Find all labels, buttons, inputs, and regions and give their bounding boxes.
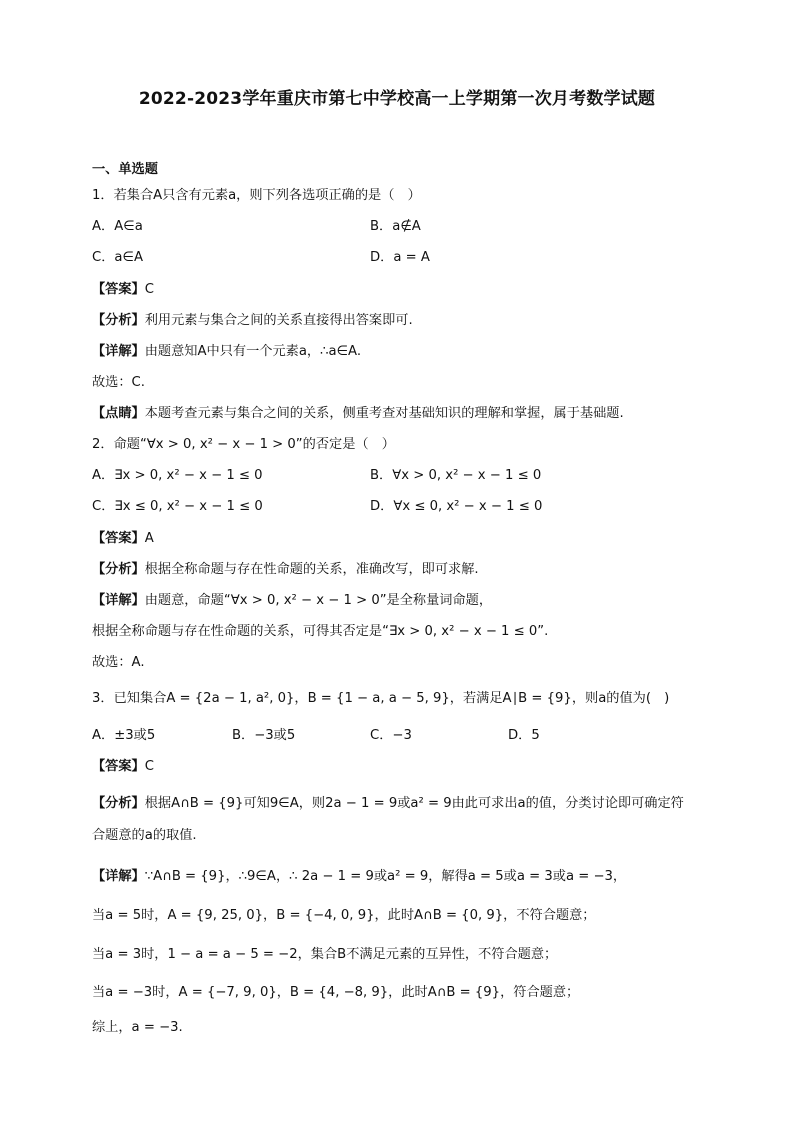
comment-tag: 【点睛】 (92, 406, 145, 421)
q3-option-a: A．±3或5 (92, 728, 156, 743)
detail-tag: 【详解】 (92, 344, 145, 359)
answer-tag: 【答案】 (92, 759, 145, 774)
answer-tag: 【答案】 (92, 531, 145, 546)
section-heading: 一、单选题 (92, 162, 158, 177)
q1-analysis (92, 311, 413, 331)
q2-option-a: A．∃x > 0, x² − x − 1 ≤ 0 (92, 468, 263, 483)
q2-stem: 2．命题“∀x > 0, x² − x − 1 > 0”的否定是（ ） (92, 437, 395, 452)
q3-analysis (92, 794, 684, 814)
q3-conclusion: 综上，a = −3. (92, 1020, 183, 1035)
q3-detail (92, 867, 626, 887)
q3-option-d: D．5 (508, 728, 540, 743)
analysis-text: 根据A∩B = {9}可知9∈A，则2a − 1 = 9或a² = 9由此可求出a的值，分类讨论即可确定符 (144, 796, 684, 811)
answer-value: A (144, 531, 154, 546)
q1-stem: 1．若集合A只含有元素a，则下列各选项正确的是（ ） (92, 188, 421, 203)
q3-case-1: 当a = 5时，A = {9, 25, 0}，B = {−4, 0, 9}，此时A∩B = {0, 9}，不符合题意； (92, 908, 596, 923)
analysis-tag: 【分析】 (92, 796, 145, 811)
q3-case-2: 当a = 3时，1 − a = a − 5 = −2，集合B不满足元素的互异性，不符合题意； (92, 947, 558, 962)
q2-analysis (92, 560, 479, 580)
q2-option-b: B．∀x > 0, x² − x − 1 ≤ 0 (370, 468, 542, 483)
q2-detail-continued: 根据全称命题与存在性命题的关系，可得其否定是“∃x > 0, x² − x − 1 ≤ 0”. (92, 624, 549, 639)
detail-tag: 【详解】 (92, 869, 145, 884)
page-title: 2022-2023学年重庆市第七中学校高一上学期第一次月考数学试题 (138, 89, 656, 109)
q3-stem: 3．已知集合A = {2a − 1, a², 0}，B = {1 − a, a − 5, 9}，若满足A∣B = {9}，则a的值为( ) (92, 691, 670, 706)
q1-choose: 故选：C. (92, 375, 145, 390)
q1-option-a: A．A∈a (92, 219, 143, 234)
analysis-text: 根据全称命题与存在性命题的关系，准确改写，即可求解. (144, 562, 479, 577)
q3-answer (92, 757, 154, 777)
q1-option-c: C．a∈A (92, 250, 143, 265)
comment-text: 本题考查元素与集合之间的关系，侧重考查对基础知识的理解和掌握，属于基础题. (144, 406, 624, 421)
q3-option-c: C．−3 (370, 728, 412, 743)
q1-option-b: B．a∉A (370, 219, 421, 234)
detail-tag: 【详解】 (92, 593, 145, 608)
q3-option-b: B．−3或5 (232, 728, 296, 743)
answer-value: C (144, 282, 154, 297)
analysis-tag: 【分析】 (92, 313, 145, 328)
q2-option-d: D．∀x ≤ 0, x² − x − 1 ≤ 0 (370, 499, 543, 514)
detail-text: 由题意，命题“∀x > 0, x² − x − 1 > 0”是全称量词命题， (144, 593, 493, 608)
q1-comment (92, 404, 624, 424)
q1-option-d: D．a = A (370, 250, 430, 265)
detail-text: ∵A∩B = {9}，∴9∈A，∴ 2a − 1 = 9或a² = 9，解得a = 5或a = 3或a = −3， (144, 869, 627, 884)
q1-detail (92, 342, 361, 362)
detail-text: 由题意知A中只有一个元素a，∴a∈A. (144, 344, 362, 359)
q2-answer (92, 529, 154, 549)
q2-detail (92, 591, 492, 611)
q2-option-c: C．∃x ≤ 0, x² − x − 1 ≤ 0 (92, 499, 263, 514)
q3-analysis-continued: 合题意的a的取值. (92, 828, 197, 843)
answer-value: C (144, 759, 154, 774)
analysis-text: 利用元素与集合之间的关系直接得出答案即可. (144, 313, 413, 328)
q2-choose: 故选：A. (92, 655, 145, 670)
q3-case-3: 当a = −3时，A = {−7, 9, 0}，B = {4, −8, 9}，此时A∩B = {9}，符合题意； (92, 985, 580, 1000)
q1-answer (92, 280, 154, 300)
analysis-tag: 【分析】 (92, 562, 145, 577)
answer-tag: 【答案】 (92, 282, 145, 297)
